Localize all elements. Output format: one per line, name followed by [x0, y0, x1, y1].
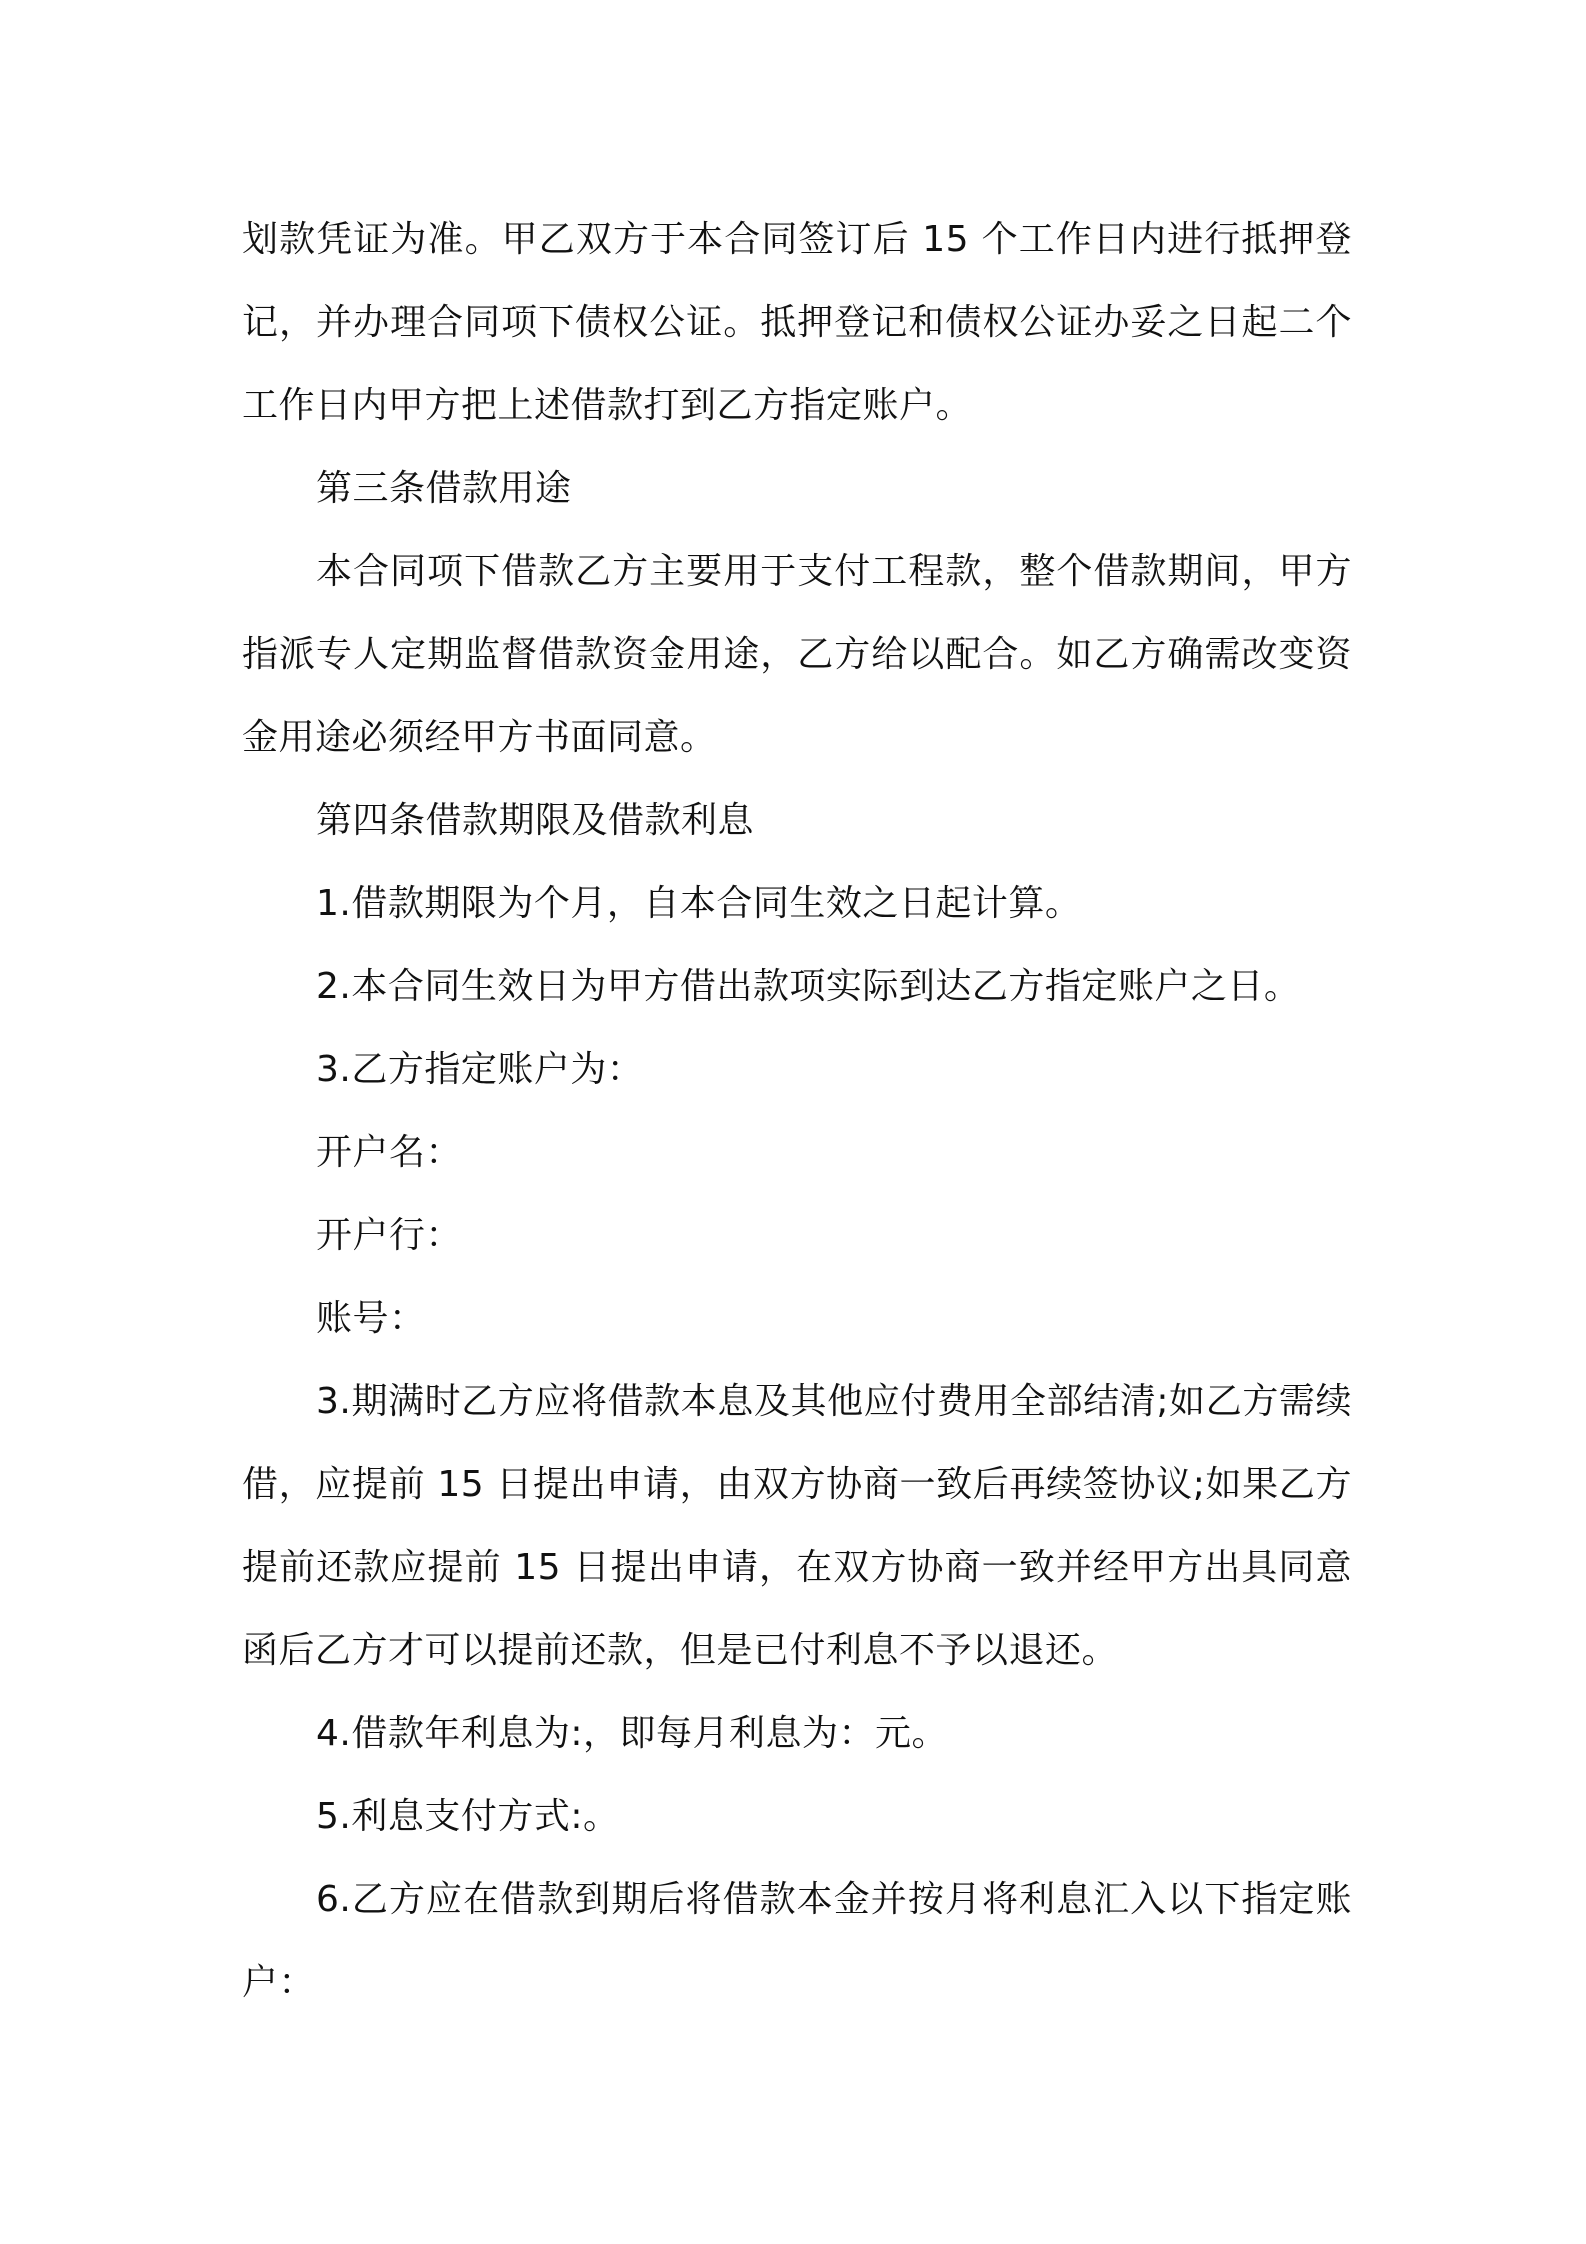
account-number-field: 账号：	[316, 1298, 426, 1339]
article-3-body: 本合同项下借款乙方主要用于支付工程款，整个借款期间，甲方指派专人定期监督借款资金用途，乙方给以配合。如乙方确需改变资金用途必须经甲方书面同意。	[242, 551, 1352, 758]
clause-1-loan-term: 1.借款期限为个月，自本合同生效之日起计算。	[316, 883, 1082, 924]
account-name-field: 开户名：	[316, 1132, 463, 1173]
clause-3-repayment: 3.期满时乙方应将借款本息及其他应付费用全部结清;如乙方需续借，应提前 15 日提出申请，由双方协商一致后再续签协议;如果乙方提前还款应提前 15 日提出申请，在双方协商一致并经甲方出具同意函后乙方才可以提前还款，但是已付利息不予以退还。	[242, 1381, 1352, 1671]
clause-4-interest-rate: 4.借款年利息为:，即每月利息为：元。	[316, 1713, 948, 1754]
account-bank-field: 开户行：	[316, 1215, 463, 1256]
clause-5-interest-payment: 5.利息支付方式:。	[316, 1796, 620, 1837]
clause-2-effective-date: 2.本合同生效日为甲方借出款项实际到达乙方指定账户之日。	[316, 966, 1301, 1007]
article-4-heading: 第四条借款期限及借款利息	[316, 800, 755, 841]
paragraph-continuation: 划款凭证为准。甲乙双方于本合同签订后 15 个工作日内进行抵押登记，并办理合同项下债权公证。抵押登记和债权公证办妥之日起二个工作日内甲方把上述借款打到乙方指定账户。	[242, 219, 1352, 426]
clause-6-remittance: 6.乙方应在借款到期后将借款本金并按月将利息汇入以下指定账户：	[242, 1879, 1352, 2003]
document-body	[242, 198, 1352, 2024]
article-3-heading: 第三条借款用途	[316, 468, 572, 509]
clause-3-designated-account: 3.乙方指定账户为：	[316, 1049, 644, 1090]
